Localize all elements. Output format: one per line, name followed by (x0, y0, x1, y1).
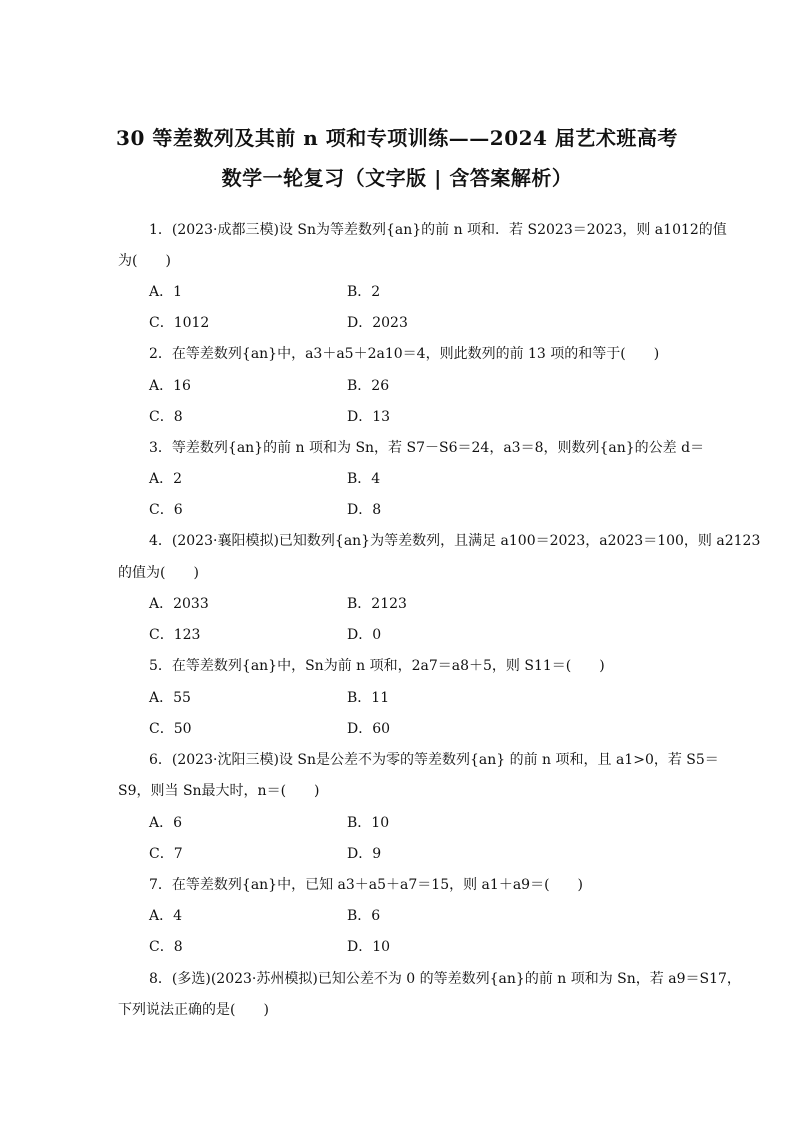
question-3-option-a: A．2 (149, 471, 183, 487)
question-7-option-a: A．4 (149, 908, 183, 924)
question-6-option-a: A．6 (149, 815, 183, 831)
question-4-option-a: A．2033 (149, 596, 209, 612)
question-7-option-b: B．6 (347, 908, 381, 924)
question-5-option-c: C．50 (149, 721, 192, 737)
question-4-option-c: C．123 (149, 627, 201, 643)
question-6-line-2: S9，则当 Sn最大时，n＝( ) (118, 783, 320, 799)
question-5-option-b: B．11 (347, 690, 390, 706)
question-1-option-c: C．1012 (149, 315, 210, 331)
question-7-line-1: 7．在等差数列{an}中，已知 a3＋a5＋a7＝15，则 a1＋a9＝( ) (149, 877, 583, 893)
question-7-option-c: C．8 (149, 939, 183, 955)
question-1-option-a: A．1 (149, 284, 183, 300)
question-8-line-2: 下列说法正确的是( ) (118, 1002, 269, 1018)
question-3-line-1: 3．等差数列{an}的前 n 项和为 Sn，若 S7－S6＝24，a3＝8，则数列{an}的公差 d＝ (149, 440, 705, 456)
question-3-option-d: D．8 (347, 502, 382, 518)
question-5-option-a: A．55 (149, 690, 191, 706)
title-line-1: 30 等差数列及其前 n 项和专项训练——2024 届艺术班高考 (116, 126, 678, 150)
question-5-option-d: D．60 (347, 721, 391, 737)
question-3-option-b: B．4 (347, 471, 381, 487)
question-2-option-a: A．16 (149, 378, 191, 394)
question-3-option-c: C．6 (149, 502, 183, 518)
title-line-2: 数学一轮复习（文字版 | 含答案解析） (221, 166, 573, 190)
question-6-line-1: 6．(2023·沈阳三模)设 Sn是公差不为零的等差数列{an} 的前 n 项和，且 a1>0，若 S5＝ (149, 752, 719, 768)
question-1-line-1: 1．(2023·成都三模)设 Sn为等差数列{an}的前 n 项和．若 S2023＝2023，则 a1012的值 (149, 222, 727, 238)
question-4-line-2: 的值为( ) (118, 565, 199, 581)
question-5-line-1: 5．在等差数列{an}中，Sn为前 n 项和，2a7＝a8＋5，则 S11＝( ) (149, 658, 605, 674)
question-6-option-d: D．9 (347, 846, 382, 862)
question-1-option-b: B．2 (347, 284, 381, 300)
question-1-option-d: D．2023 (347, 315, 408, 331)
question-4-line-1: 4．(2023·襄阳模拟)已知数列{an}为等差数列，且满足 a100＝2023，a2023＝100，则 a2123 (149, 533, 761, 549)
question-2-option-c: C．8 (149, 409, 183, 425)
question-2-line-1: 2．在等差数列{an}中，a3＋a5＋2a10＝4，则此数列的前 13 项的和等于( ) (149, 346, 660, 362)
question-6-option-b: B．10 (347, 815, 390, 831)
question-6-option-c: C．7 (149, 846, 183, 862)
question-8-line-1: 8．(多选)(2023·苏州模拟)已知公差不为 0 的等差数列{an}的前 n 项和为 Sn，若 a9＝S17， (149, 971, 741, 987)
question-4-option-b: B．2123 (347, 596, 407, 612)
question-4-option-d: D．0 (347, 627, 382, 643)
question-2-option-b: B．26 (347, 378, 390, 394)
question-2-option-d: D．13 (347, 409, 391, 425)
question-7-option-d: D．10 (347, 939, 391, 955)
question-1-line-2: 为( ) (118, 253, 171, 269)
